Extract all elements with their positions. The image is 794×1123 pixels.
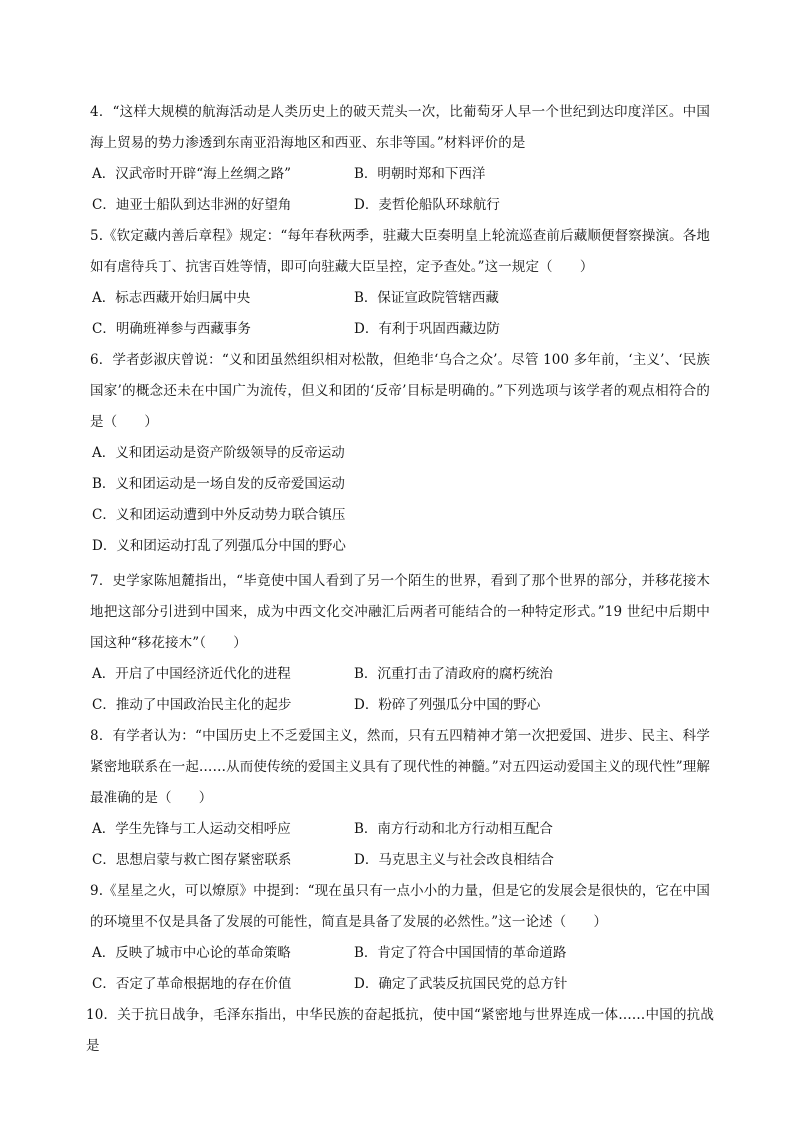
option-c: C．否定了革命根据地的存在价值	[92, 976, 292, 992]
option-c: C．明确班禅参与西藏事务	[92, 321, 251, 337]
question-10	[86, 1000, 714, 1062]
option-d: D．粉碎了列强瓜分中国的野心	[354, 697, 541, 713]
option-b: B．沉重打击了清政府的腐朽统治	[354, 666, 553, 682]
options	[90, 938, 710, 1000]
option-c: C．义和团运动遭到中外反动势力联合镇压	[92, 507, 346, 523]
question-stem: 10．关于抗日战争，毛泽东指出，中华民族的奋起抵抗，使中国“紧密地与世界连成一体……中国的抗战是	[86, 1007, 714, 1054]
option-c: C．推动了中国政治民主化的起步	[92, 697, 292, 713]
question-9	[90, 876, 710, 1000]
option-d: D．有利于巩固西藏边防	[354, 321, 500, 337]
option-a: A．开启了中国经济近代化的进程	[92, 666, 291, 682]
option-b: B．肯定了符合中国国情的革命道路	[354, 945, 567, 961]
question-8	[90, 721, 710, 876]
question-5	[90, 221, 710, 345]
option-d: D．麦哲伦船队环球航行	[354, 197, 500, 213]
option-a: A．学生先锋与工人运动交相呼应	[92, 821, 291, 837]
option-a: A．标志西藏开始归属中央	[92, 290, 251, 306]
question-4	[90, 97, 710, 221]
option-c: C．迪亚士船队到达非洲的好望角	[92, 197, 292, 213]
options	[90, 814, 710, 876]
question-stem: 5.《钦定藏内善后章程》规定：“每年春秋两季，驻藏大臣奏明皇上轮流巡查前后藏顺便督察操演。各地如有虐待兵丁、抗害百姓等情，即可向驻藏大臣呈控，定予查处。”这一规定（ ）	[90, 228, 710, 275]
options	[90, 659, 710, 721]
question-stem: 7．史学家陈旭麓指出，“毕竟使中国人看到了另一个陌生的世界，看到了那个世界的部分，并移花接木地把这部分引进到中国来，成为中西文化交冲融汇后两者可能结合的一种特定形式。”19 世纪中后期中国这种“移花接木”（ ）	[90, 573, 710, 651]
question-stem: 8．有学者认为：“中国历史上不乏爱国主义，然而，只有五四精神才第一次把爱国、进步、民主、科学紧密地联系在一起……从而使传统的爱国主义具有了现代性的神髓。”对五四运动爱国主义的现代性”理解最准确的是（ ）	[90, 728, 710, 806]
options	[90, 438, 710, 562]
option-a: A．汉武帝时开辟“海上丝绸之路”	[92, 166, 292, 182]
option-b: B．南方行动和北方行动相互配合	[354, 821, 553, 837]
option-d: D．确定了武装反抗国民党的总方针	[354, 976, 568, 992]
question-stem: 9.《星星之火，可以燎原》中提到：“现在虽只有一点小小的力量，但是它的发展会是很快的，它在中国的环境里不仅是具备了发展的可能性，简直是具备了发展的必然性。”这一论述（ ）	[90, 883, 710, 930]
question-7	[90, 566, 710, 721]
question-6	[90, 345, 710, 562]
option-c: C．思想启蒙与救亡图存紧密联系	[92, 852, 292, 868]
options	[90, 283, 710, 345]
question-stem: 4．“这样大规模的航海活动是人类历史上的破天荒头一次，比葡萄牙人早一个世纪到达印度洋区。中国海上贸易的势力渗透到东南亚沿海地区和西亚、东非等国。”材料评价的是	[90, 104, 710, 151]
option-b: B．义和团运动是一场自发的反帝爱国运动	[92, 476, 345, 492]
option-a: A．义和团运动是资产阶级领导的反帝运动	[92, 445, 345, 461]
question-stem: 6．学者彭淑庆曾说：“义和团虽然组织相对松散，但绝非‘乌合之众’。尽管 100 多年前，‘主义’、‘民族国家’的概念还未在中国广为流传，但义和团的‘反帝’目标是明确的。”下列选项与该学者的观点相符合的是（ ）	[90, 352, 710, 430]
option-d: D．义和团运动打乱了列强瓜分中国的野心	[92, 538, 346, 554]
option-d: D．马克思主义与社会改良相结合	[354, 852, 554, 868]
options	[90, 159, 710, 221]
option-b: B．明朝时郑和下西洋	[354, 166, 486, 182]
option-a: A．反映了城市中心论的革命策略	[92, 945, 291, 961]
option-b: B．保证宣政院管辖西藏	[354, 290, 499, 306]
